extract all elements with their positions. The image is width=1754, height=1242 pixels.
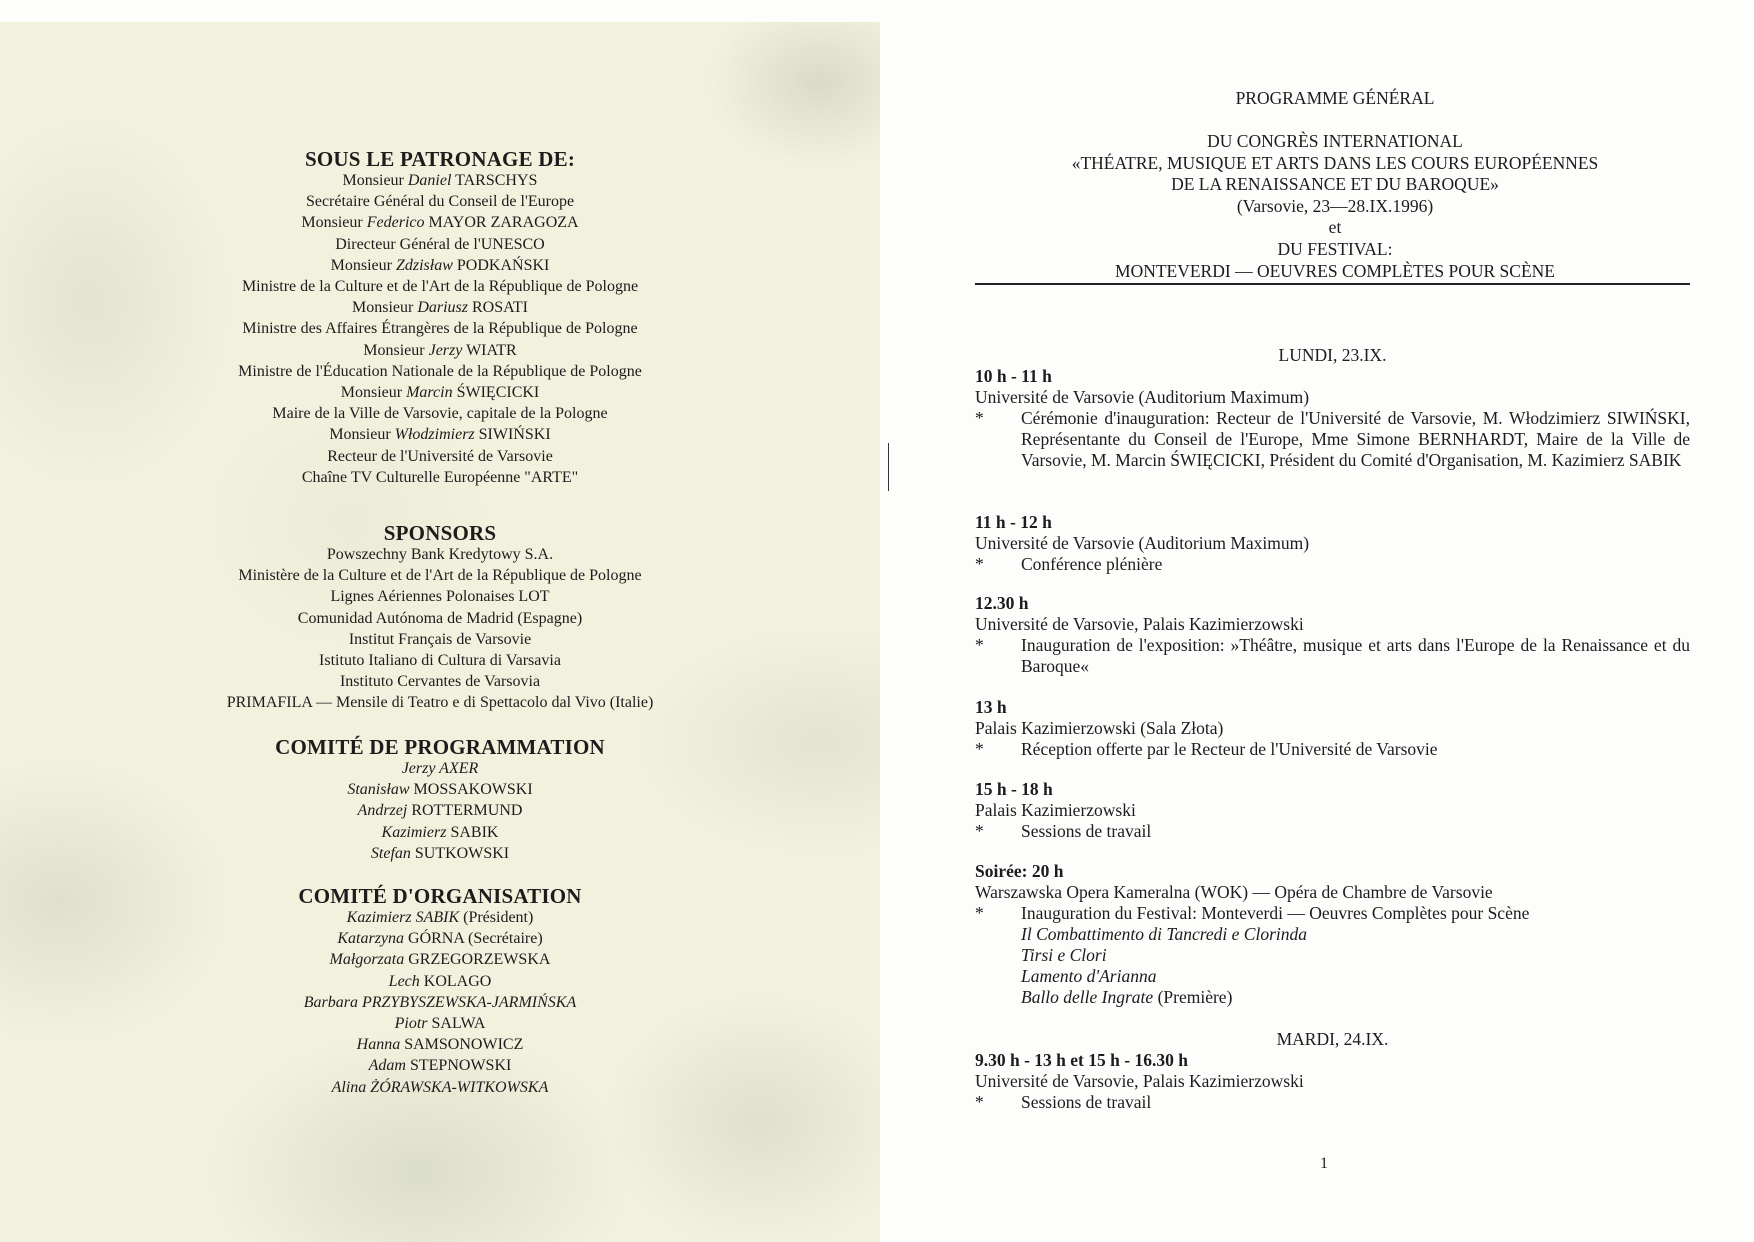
event-block <box>975 366 1690 471</box>
committee-member: Kazimierz SABIK (Président) <box>346 909 534 926</box>
bullet-star: * <box>975 903 984 923</box>
committee-member: Katarzyna GÓRNA (Secrétaire) <box>337 930 543 948</box>
sponsor-line: Institut Français de Varsovie <box>348 630 532 648</box>
event-item <box>975 821 1690 842</box>
day-heading: LUNDI, 23.IX. <box>1278 345 1387 365</box>
event-time: 12.30 h <box>975 593 1029 613</box>
organisation-heading: COMITÉ D'ORGANISATION <box>298 884 582 908</box>
bullet-star: * <box>975 554 984 574</box>
header-line: DU FESTIVAL: <box>1277 239 1393 259</box>
header-rule <box>975 283 1690 285</box>
event-block <box>975 1050 1690 1113</box>
event-place: Palais Kazimierzowski <box>975 800 1136 820</box>
event-place: Palais Kazimierzowski (Sala Złota) <box>975 718 1224 738</box>
event-item <box>975 554 1690 575</box>
sponsor-line: Powszechny Bank Kredytowy S.A. <box>326 546 554 563</box>
event-time: 10 h - 11 h <box>975 366 1052 386</box>
header-line: (Varsovie, 23—28.IX.1996) <box>1236 195 1434 216</box>
bullet-star: * <box>975 635 984 655</box>
event-block <box>975 779 1690 842</box>
sponsors-section <box>0 520 880 714</box>
event-text: Inauguration du Festival: Monteverdi — Oeuvres Complètes pour Scène <box>1021 903 1530 923</box>
patron-line: Chaîne TV Culturelle Européenne "ARTE" <box>301 468 579 486</box>
event-block <box>975 697 1690 760</box>
sponsors-heading: SPONSORS <box>383 521 497 545</box>
event-time: Soirée: 20 h <box>975 861 1064 881</box>
event-text: Réception offerte par le Recteur de l'Université de Varsovie <box>1021 739 1438 759</box>
committee-member: Piotr SALWA <box>394 1015 486 1033</box>
event-place: Université de Varsovie (Auditorium Maximum) <box>975 387 1310 407</box>
sponsor-line: Lignes Aériennes Polonaises LOT <box>330 588 550 606</box>
committee-member: Małgorzata GRZEGORZEWSKA <box>329 951 551 969</box>
committee-member: Kazimierz SABIK <box>381 823 499 841</box>
event-time: 9.30 h - 13 h et 15 h - 16.30 h <box>975 1050 1188 1070</box>
opera-title: Ballo delle Ingrate (Première) <box>1021 987 1233 1007</box>
patron-line: Maire de la Ville de Varsovie, capitale de la Pologne <box>272 405 608 423</box>
event-item <box>975 408 1690 471</box>
committee-member: Andrzej ROTTERMUND <box>357 802 523 820</box>
page-number: 1 <box>1320 1155 1328 1172</box>
patron-line: Monsieur Dariusz ROSATI <box>351 299 529 317</box>
header-line: DE LA RENAISSANCE ET DU BAROQUE» <box>1171 174 1499 195</box>
day-heading: MARDI, 24.IX. <box>1276 1029 1389 1049</box>
event-text: Conférence plénière <box>1021 554 1163 574</box>
patron-line: Monsieur Marcin ŚWIĘCICKI <box>340 384 540 402</box>
opera-title: Il Combattimento di Tancredi e Clorinda <box>1021 924 1307 944</box>
event-place: Université de Varsovie, Palais Kazimierzowski <box>975 1071 1304 1091</box>
patron-line: Monsieur Federico MAYOR ZARAGOZA <box>301 214 579 232</box>
event-time: 15 h - 18 h <box>975 779 1053 799</box>
sponsor-line: Comunidad Autónoma de Madrid (Espagne) <box>297 609 583 627</box>
bullet-star: * <box>975 821 984 841</box>
patron-line: Ministre de l'Éducation Nationale de la République de Pologne <box>238 362 642 380</box>
patronage-heading: SOUS LE PATRONAGE DE: <box>304 147 576 171</box>
bullet-star: * <box>975 1092 984 1112</box>
committee-member: Barbara PRZYBYSZEWSKA-JARMIŃSKA <box>303 993 577 1011</box>
patron-line: Monsieur Daniel TARSCHYS <box>342 172 538 189</box>
committee-member: Jerzy AXER <box>401 760 479 777</box>
organisation-section <box>0 883 880 1098</box>
committee-member: Stefan SUTKOWSKI <box>370 844 510 862</box>
patron-line: Ministre des Affaires Étrangères de la République de Pologne <box>242 320 638 338</box>
event-text: Cérémonie d'inauguration: Recteur de l'Université de Varsovie, M. Włodzimierz SIWIŃSKI, Représentante du Conseil de l'Europe, Mme Simone BERNHARDT, Maire de la Ville de Varsovie, M. Marcin ŚWIĘCICKI, Président du Comité d'Organisation, M. Kazimierz SABIK <box>1021 408 1690 470</box>
committee-member: Adam STEPNOWSKI <box>368 1057 512 1075</box>
bullet-star: * <box>975 739 984 759</box>
sponsor-line: Istituto Italiano di Cultura di Varsavia <box>319 652 561 670</box>
header-line: MONTEVERDI — OEUVRES COMPLÈTES POUR SCÈNE <box>1115 260 1555 281</box>
event-item <box>975 903 1690 924</box>
patronage-section <box>0 146 880 488</box>
programme-title: PROGRAMME GÉNÉRAL <box>1235 88 1435 108</box>
committee-member: Lech KOLAGO <box>388 972 492 990</box>
event-place: Université de Varsovie (Auditorium Maximum) <box>975 533 1310 553</box>
header-line: et <box>1328 217 1342 238</box>
event-item <box>975 635 1690 677</box>
opera-title: Tirsi e Clori <box>1021 945 1107 965</box>
header-line: «THÉATRE, MUSIQUE ET ARTS DANS LES COURS EUROPÉENNES <box>1071 152 1599 173</box>
programmation-section <box>0 734 880 864</box>
patron-line: Recteur de l'Université de Varsovie <box>327 447 553 465</box>
event-item <box>975 739 1690 760</box>
patron-line: Monsieur Włodzimierz SIWIŃSKI <box>329 426 551 444</box>
committee-member: Stanisław MOSSAKOWSKI <box>347 781 533 799</box>
patron-line: Monsieur Jerzy WIATR <box>363 341 517 359</box>
patron-line: Ministre de la Culture et de l'Art de la République de Pologne <box>241 278 639 296</box>
sponsor-line: Ministère de la Culture et de l'Art de la République de Pologne <box>238 567 642 585</box>
sponsor-line: PRIMAFILA — Mensile di Teatro e di Spettacolo dal Vivo (Italie) <box>226 694 654 712</box>
event-block <box>975 593 1690 677</box>
margin-mark <box>888 443 889 491</box>
patron-line: Directeur Général de l'UNESCO <box>335 235 545 253</box>
event-block <box>975 512 1690 575</box>
patron-line: Secrétaire Général du Conseil de l'Europe <box>305 193 575 211</box>
event-text: Inauguration de l'exposition: »Théâtre, musique et arts dans l'Europe de la Renaissance et du Baroque« <box>1021 635 1690 676</box>
committee-member: Alina ŻÓRAWSKA-WITKOWSKA <box>331 1078 549 1096</box>
opera-title: Lamento d'Arianna <box>1021 966 1157 986</box>
event-place: Warszawska Opera Kameralna (WOK) — Opéra de Chambre de Varsovie <box>975 882 1493 902</box>
event-time: 13 h <box>975 697 1007 717</box>
programmation-heading: COMITÉ DE PROGRAMMATION <box>275 735 605 759</box>
header-line: DU CONGRÈS INTERNATIONAL <box>1207 131 1463 151</box>
patron-line: Monsieur Zdzisław PODKAŃSKI <box>330 256 550 274</box>
event-text: Sessions de travail <box>1021 1092 1152 1112</box>
event-place: Université de Varsovie, Palais Kazimierzowski <box>975 614 1304 634</box>
event-block <box>975 861 1690 1008</box>
event-text: Sessions de travail <box>1021 821 1152 841</box>
committee-member: Hanna SAMSONOWICZ <box>356 1036 524 1054</box>
bullet-star: * <box>975 408 984 428</box>
sponsor-line: Instituto Cervantes de Varsovia <box>339 673 541 691</box>
event-item <box>975 1092 1690 1113</box>
event-time: 11 h - 12 h <box>975 512 1052 532</box>
